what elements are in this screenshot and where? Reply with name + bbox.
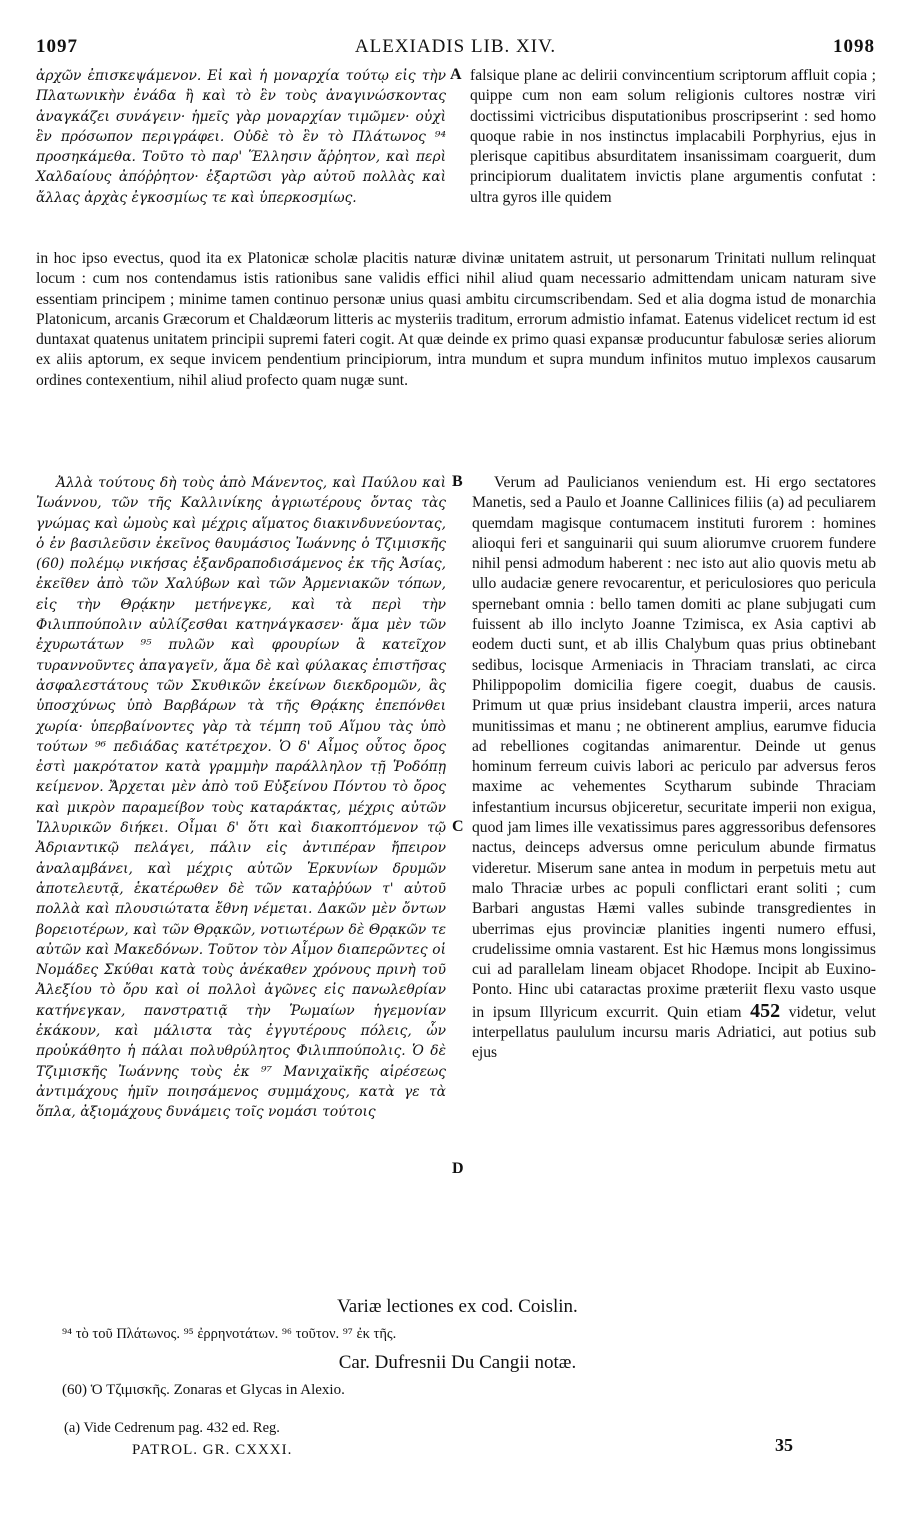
notae-text: (60) Ὁ Τζιμισκῆς. Zonaras et Glycas in Alexio. xyxy=(62,1382,345,1398)
column-number-marker: 452 xyxy=(750,999,781,1022)
variae-lectiones-title: Variæ lectiones ex cod. Coislin. xyxy=(337,1296,578,1317)
margin-marker-a: A xyxy=(450,66,462,83)
running-header xyxy=(36,36,875,60)
latin-text-top xyxy=(470,66,876,208)
latin-full-width xyxy=(36,249,876,391)
notae-title: Car. Dufresnii Du Cangii notæ. xyxy=(338,1352,577,1373)
page-number: 35 xyxy=(775,1435,793,1455)
running-title: ALEXIADIS LIB. XIV. xyxy=(354,36,557,57)
greek-text-lower xyxy=(36,473,446,1123)
greek-paragraph-lower: Ἀλλὰ τούτους δὴ τοὺς ἀπὸ Μάνεντος, καὶ Παύλου καὶ Ἰωάννου, τῶν τῆς Καλλινίκης ἀγριωτέρους ὄντας τὰς γνώμας καὶ ὠμοὺς καὶ μέχρις αἵματος διακινδυνεύοντας, ὁ ἐν βασιλεῦσιν ἐκεῖνος θαυμάσιος Ἰωάννης ὁ Τζιμισκῆς (60) πολέμῳ νικήσας ἐξανδραποδισάμενος ἐκ τῆς Ἀσίας, ἐκεῖθεν ἀπὸ τῶν Χαλύβων καὶ τῶν Ἀρμενιακῶν τόπων, εἰς τὴν Θρᾴκην μετήνεγκε, καὶ τὰ περὶ τὴν Φιλιππούπολιν αὐλίζεσθαι κατηνάγκασεν· ἅμα μὲν τῶν ἐχυρωτάτων ⁹⁵ πυλῶν καὶ φρουρίων ἃ κατεῖχον τυραννοῦντες ἀπαγαγεῖν, ἅμα δὲ καὶ φύλακας ἐπιστῆσας ἀσφαλεστάτους τῶν Σκυθικῶν ἐκείνων διεκδρομῶν, ἃς ὑποσχύνως ὑπὸ Βαρβάρων τὰ τῆς Θρᾴκης ἐπεπόνθει χωρία· ὑπερβαίνοντες γὰρ τὰ τέμπη τοῦ Αἵμου τὰς ὑπὸ τούτων ⁹⁶ πεδιάδας κατέτρεχον. Ὁ δ' Αἷμος οὗτος ὄρος ἐστὶ μακρότατον κατὰ γραμμὴν παράλληλον τῇ Ῥοδόπῃ κείμενον. Ἄρχεται μὲν ἀπὸ τοῦ Εὐξείνου Πόντου τὸ ὄρος καὶ μικρὸν παραμείβον τοὺς καταράκτας, μέχρις αὐτῶν Ἰλλυρικῶν διήκει. Οἶμαι δ' ὅτι καὶ διακοπτόμενον τῷ Ἀδριαντικῷ πελάγει, πάλιν εἰς ἀντιπέραν ἤπειρον ἀναλαμβάνει, καὶ μέχρις αὐτῶν Ἑρκυνίων δρυμῶν ἀποτελευτᾷ, ἑκατέρωθεν δὲ τῶν καταῤῥύων τ' αὐτοῦ πολλὰ καὶ πλουσιώτατα ἔθνη νέμεται. Δακῶν μὲν ὄντων βορειοτέρων, καὶ τῶν Θρᾳκῶν, νοτιωτέρων δὲ Θρᾳκῶν τε αὐτῶν καὶ Μακεδόνων. Τοῦτον τὸν Αἷμον διαπερῶντες οἱ Νομάδες Σκύθαι κατὰ τοὺς ἀνέκαθεν χρόνους πρινὴ τοῦ Ἀλεξίου τὸ ὄρυ καὶ οἱ πολλοὶ ἀγῶνες εἰς πανωλεθρίαν κατήνεγκαν, πανστρατιᾷ τὴν Ῥωμαίων ἡγεμονίαν ἐκάκουν, καὶ μάλιστα τὰς ἐγγυτέρους πόλεις, ὧν προὐκάθητο ἡ πάλαι πολυθρύλητος Φιλιππούπολις. Ὁ δὲ Τζιμισκῆς Ἰωάννης τοὺς ἐκ ⁹⁷ Μανιχαϊκῆς αἱρέσεως ἀντιμάχους ἡμῖν ποιησάμενος συμμάχους, κατὰ γε τὰ ὅπλα, ἀξιομάχους δυνάμεις τοῖς νομάσι τούτοις xyxy=(36,475,446,1121)
column-number-left: 1097 xyxy=(36,36,78,57)
variae-lectiones-text: ⁹⁴ τὸ τοῦ Πλάτωνος. ⁹⁵ ἐρρηνοτάτων. ⁹⁶ τοῦτον. ⁹⁷ ἐκ τῆς. xyxy=(62,1326,397,1342)
latin-paragraph: falsique plane ac delirii convincentium scriptorum affluit copia ; quippe cum non eam solum religionis cultores nostræ viri doctissimi victricibus disputationibus proscripserint : sed homo quoque rabie in nos instinctus implacabili Porphyrius, ejus in plerisque capitibus absurditatem insanissimam coarguerit, dum principiorum dualitatem invictis plane argumentis confutat : ultra gyros ille quidem xyxy=(470,67,876,206)
latin-paragraph-lower: Verum ad Paulicianos veniendum est. Hi ergo sectatores Manetis, sed a Paulo et Joanne Callinices filiis (a) ad peculiarem quemdam magisque contumacem instituti furorem : homines alioqui feri et sanguinarii qui suum aliorumve cruorem fundere nihil pensi admodum haberent : nec isto aut alio quovis metu ab ullo audaciæ genere revocarentur, et periculosiores quo pericula spernebant omnia : bello tamen domiti ac plane subjugati cum fuissent ab illo inclyto Joanne Tzimisca, ex Asia captivi ab eodem ducti sunt, et ab illis Chalybum quas prius obtinebant sedibus, locisque Armeniacis in Thraciam translati, ac circa Philippopolim domicilia figere coegit, duabus de causis. Primum ut quæ prius insidebant claustra imperii, arces natura munitissimas et manu ; ne obtinerent amplius, earumve fiducia ad rebelliones cogitandas animarentur. Deinde ut genus hominum ferreum cuivis labori ac periculo par adversus feros maxime ac vehementes Scytharum subinde Thraciam infestantium incursus objiceretur, securitate imperii non exigua, quod jam limes ille vexatissimus pares aggressoribus defensores nactus, deinceps adversus omne periculum abunde firmatus videretur. Miserum sane antea in modum in perpetuis metu aut malo Thraciæ urbes ac populi conflictari erant soliti ; cum Barbari angustas Hæmi valles subinde transgredientes in uberrimas ejus provinciæ planities ingenti numero effusi, crudelissime omnia vastarent. Est hic Hæmus mons longissimus cui ad parallelam lineam objacet Rhodope. Incipit ab Euxino-Ponto. Hinc ubi cataractas proxime præteriit flexu vasto usque in ipsum Illyricum excurrit. Quin etiam 452 videtur, velut interpellatus paululum incursu maris Adriatici, aut potius sub ejus xyxy=(472,474,876,1062)
patrologia-reference: PATROL. GR. CXXXI. xyxy=(132,1442,293,1458)
margin-marker-d: D xyxy=(452,1160,464,1177)
footnote: (a) Vide Cedrenum pag. 432 ed. Reg. xyxy=(64,1420,280,1436)
greek-text-top xyxy=(36,66,446,208)
margin-marker-c: C xyxy=(452,818,464,835)
greek-paragraph: ἀρχῶν ἐπισκεψάμενον. Εἰ καὶ ἡ μοναρχία τούτῳ εἰς τὴν Πλατωνικὴν ἐνάδα ἢ καὶ τὸ ἓν τοὺς ἀναγινώσκοντας ἀναγκάζει συνάγειν· ἡμεῖς γὰρ μοναρχίαν τιμῶμεν· οὐχὶ ἓν πρόσωπον περιγράφει. Οὐδὲ τὸ ἓν τὸ Πλάτωνος ⁹⁴ προσηκάμεθα. Τοῦτο τὸ παρ' Ἕλλησιν ἄῤῥητον, καὶ περὶ Χαλδαίους ἀπόῤῥητον· ἐξαρτῶσι γὰρ αὐτοῦ πολλὰς καὶ ἄλλας ἀρχὰς ἐγκοσμίως τε καὶ ὑπερκοσμίως. xyxy=(36,68,446,206)
column-number-right: 1098 xyxy=(833,36,875,57)
latin-paragraph-full: in hoc ipso evectus, quod ita ex Platonicæ scholæ placitis naturæ divinæ unitatem astruit, ut personarum Trinitati nullum relinquat locum : cum nos contendamus istis rationibus sane validis effici nihil aliud quam necessario admittendam unicam naturam sive essentiam principem ; minime tamen continuo personæ unius quasi ambitu circumscribendam. Sed et alia dogma istud de monarchia Platonicum, arcanis Græcorum et Chaldæorum litteris ac mysteriis traditum, errorum admistio infamat. Eatenus videlicet rectum id est duntaxat quatenus unitatem principii supremi fateri cogit. At quæ deinde ex primo quasi expansæ producuntur fabulosæ series aliorum ex aliis aptorum, ex seque invicem pendentium principiorum, intra mundum et supra mundum infinitos mutuo implexos causarum ordines contexentium, nihil aliud profecto quam nugæ sunt. xyxy=(36,250,876,389)
latin-text-lower xyxy=(472,473,876,1064)
margin-marker-b: B xyxy=(452,473,463,490)
